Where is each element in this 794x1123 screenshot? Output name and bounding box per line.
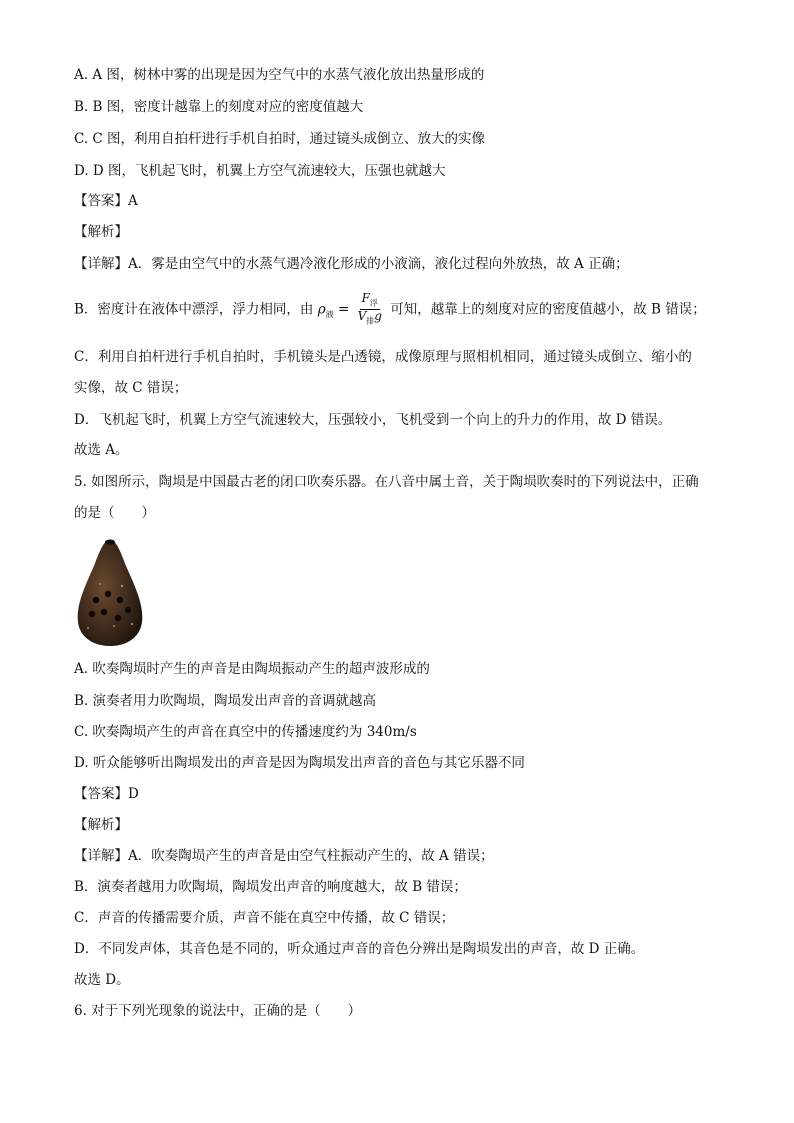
detail-b-q4-text-start: B．密度计在液体中漂浮，浮力相同，由: [74, 301, 314, 318]
option-d-q5: D. 听众能够听出陶埙发出的声音是因为陶埙发出声音的音色与其它乐器不同: [74, 755, 525, 771]
question-5-stem-cont: 的是（ ）: [74, 505, 155, 521]
answer-q4: 【答案】A: [74, 193, 138, 209]
density-fraction: [356, 292, 384, 328]
analysis-heading-q5: 【解析】: [74, 817, 128, 833]
fraction-numerator: $F_浮$: [360, 292, 380, 310]
conclusion-q5: 故选 D。: [74, 972, 130, 988]
option-b-q4: B. B 图，密度计越靠上的刻度对应的密度值越大: [74, 99, 364, 115]
answer-q5: 【答案】D: [74, 786, 139, 802]
equals-sign: =: [337, 301, 350, 318]
detail-a-q5: 【详解】A．吹奏陶埙产生的声音是由空气柱振动产生的，故 A 错误；: [74, 848, 494, 864]
analysis-heading-q4: 【解析】: [74, 224, 128, 240]
detail-d-q5: D．不同发声体，其音色是不同的，听众通过声音的音色分辨出是陶埙发出的声音，故 D 正确。: [74, 941, 645, 957]
detail-b-q4-text-end: 可知，越靠上的刻度对应的密度值越小，故 B 错误；: [390, 301, 706, 318]
detail-b-q5: B．演奏者越用力吹陶埙，陶埙发出声音的响度越大，故 B 错误；: [74, 879, 467, 895]
option-b-q5: B. 演奏者用力吹陶埙，陶埙发出声音的音调就越高: [74, 693, 377, 709]
density-subscript: 液: [325, 310, 334, 320]
option-c-q5: C. 吹奏陶埙产生的声音在真空中的传播速度约为 340m/s: [74, 724, 417, 740]
detail-b-q4: [74, 292, 734, 328]
option-a-q4: A. A 图，树林中雾的出现是因为空气中的水蒸气液化放出热量形成的: [74, 67, 485, 83]
question-6-stem: 6. 对于下列光现象的说法中，正确的是（ ）: [74, 1003, 362, 1019]
fraction-denominator: $V_排g$: [357, 309, 382, 326]
detail-c-q4-cont: 实像，故 C 错误；: [74, 380, 188, 396]
option-c-q4: C. C 图，利用自拍杆进行手机自拍时，通过镜头成倒立、放大的实像: [74, 131, 486, 147]
conclusion-q4: 故选 A。: [74, 442, 129, 458]
option-a-q5: A. 吹奏陶埙时产生的声音是由陶埙振动产生的超声波形成的: [74, 661, 430, 677]
density-symbol: ρ: [317, 301, 326, 318]
detail-d-q4: D．飞机起飞时，机翼上方空气流速较大，压强较小，飞机受到一个向上的升力的作用，故 D 错误。: [74, 412, 672, 428]
option-d-q4: D. D 图，飞机起飞时，机翼上方空气流速较大，压强也就越大: [74, 163, 446, 179]
ocarina-image: [74, 536, 146, 648]
question-5-stem: 5. 如图所示，陶埙是中国最古老的闭口吹奏乐器。在八音中属土音，关于陶埙吹奏时的下列说法中，正确: [74, 474, 699, 490]
detail-c-q5: C．声音的传播需要介质，声音不能在真空中传播，故 C 错误；: [74, 910, 455, 926]
detail-a-q4: 【详解】A．雾是由空气中的水蒸气遇冷液化形成的小液滴，液化过程向外放热，故 A 正确；: [74, 256, 629, 272]
detail-c-q4: C．利用自拍杆进行手机自拍时，手机镜头是凸透镜，成像原理与照相机相同，通过镜头成倒立、缩小的: [74, 349, 692, 365]
